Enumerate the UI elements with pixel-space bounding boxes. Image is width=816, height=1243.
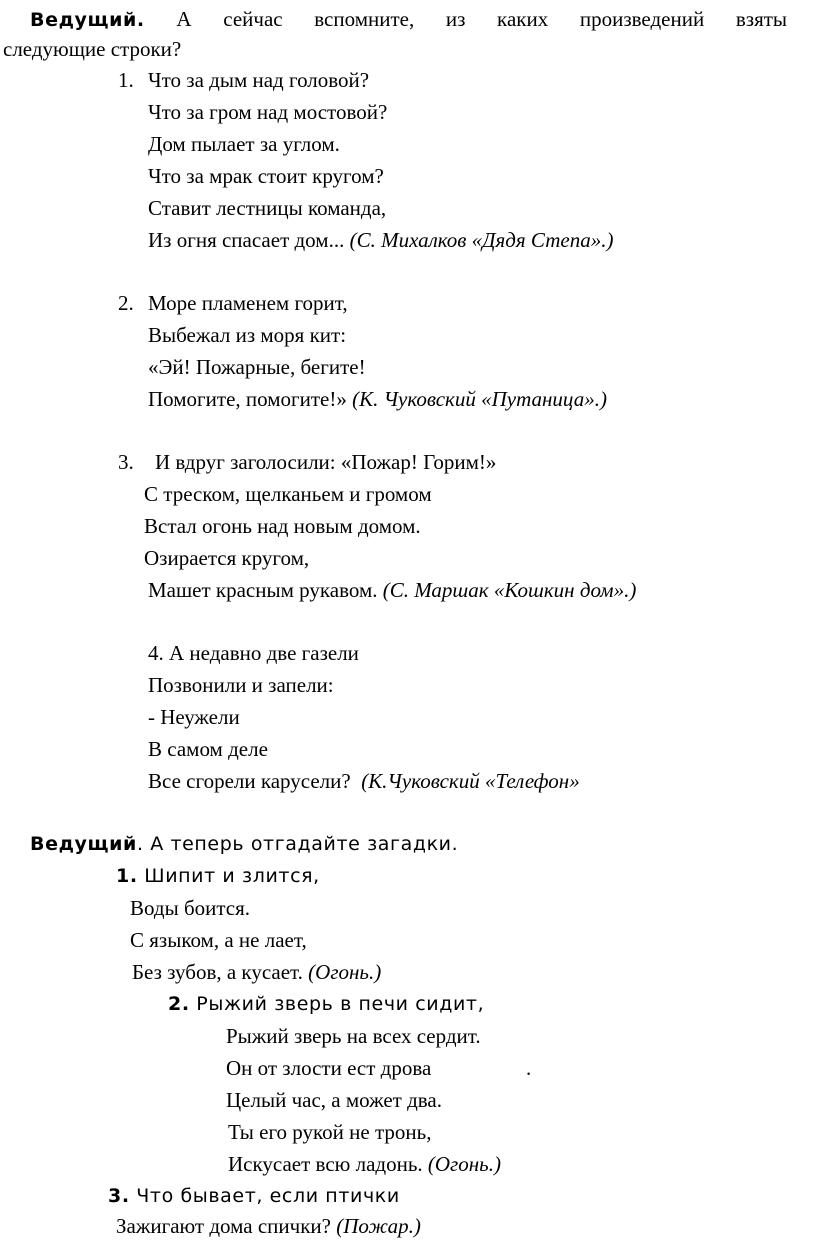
poem-line: Из огня спасает дом...: [148, 228, 345, 252]
poem-line: Что за мрак стоит кругом?: [148, 164, 384, 188]
riddles-intro-text: . А теперь отгадайте загадки.: [136, 833, 459, 855]
poem-source: (К.Чуковский «Телефон»: [361, 769, 580, 793]
riddle-line: Без зубов, а кусает.: [132, 960, 303, 984]
poem-number: 3.: [118, 450, 134, 474]
riddle-line: Что бывает, если птички: [136, 1185, 400, 1207]
poem-line: Озирается кругом,: [144, 546, 310, 570]
riddle-line: Зажигают дома спички?: [116, 1214, 331, 1238]
riddle-line-last: [116, 1213, 421, 1239]
intro-text: А сейчас вспомните, из каких произведений взяты: [176, 7, 788, 31]
riddle-line: Ты его рукой не тронь,: [228, 1120, 432, 1144]
trailing-dot: .: [526, 1056, 532, 1080]
poem-line: Позвонили и запели:: [148, 673, 334, 697]
poem-line: Все сгорели карусели?: [148, 769, 351, 793]
poem-line: А недавно две газели: [169, 641, 359, 665]
riddle-line-first: [116, 863, 320, 889]
poem-line: С треском, щелканьем и громом: [144, 482, 432, 506]
speaker-label: Ведущий: [30, 833, 137, 855]
poem-number: 4.: [148, 641, 164, 665]
poem-source: (К. Чуковский «Путаница».): [352, 387, 607, 411]
riddles-heading: [30, 831, 458, 857]
intro-line-1: [30, 6, 787, 33]
poem-line: - Неужели: [148, 705, 240, 729]
poem-source: (С. Михалков «Дядя Степа».): [349, 228, 614, 252]
riddle-line-first: [108, 1183, 400, 1209]
poem-line: И вдруг заголосили: «Пожар! Горим!»: [155, 450, 497, 474]
riddle-line: Искусает всю ладонь.: [228, 1152, 423, 1176]
riddle-line: С языком, а не лает,: [130, 928, 307, 952]
poem-line-last: [148, 577, 636, 603]
poem-line-last: [148, 386, 607, 412]
poem-line-last: [148, 768, 580, 794]
poem-line: Что за гром над мостовой?: [148, 100, 388, 124]
poem-line: Море пламенем горит,: [148, 291, 348, 315]
riddle-line-last: [132, 959, 381, 985]
riddle-number: 3.: [108, 1185, 130, 1207]
intro-line-2: следующие строки?: [3, 37, 182, 61]
riddle-line: Шипит и злится,: [144, 865, 320, 887]
riddle-line: Рыжий зверь на всех сердит.: [226, 1024, 481, 1048]
poem-number: 2.: [118, 291, 134, 315]
riddle-number: 1.: [116, 865, 138, 887]
riddle-line: Рыжий зверь в печи сидит,: [196, 993, 485, 1015]
riddle-line: Воды боится.: [130, 896, 251, 920]
poem-line: Помогите, помогите!»: [148, 387, 347, 411]
riddle-answer: (Огонь.): [427, 1152, 501, 1176]
poem-line-first: [148, 640, 359, 666]
poem-line: Дом пылает за углом.: [148, 132, 340, 156]
riddle-line: Целый час, а может два.: [226, 1088, 442, 1112]
speaker-label: Ведущий.: [30, 9, 145, 31]
poem-line: Что за дым над головой?: [148, 68, 370, 92]
poem-line: Машет красным рукавом.: [148, 578, 378, 602]
poem-line: «Эй! Пожарные, бегите!: [148, 355, 366, 379]
riddle-answer: (Пожар.): [336, 1214, 421, 1238]
riddle-number: 2.: [168, 993, 190, 1015]
poem-line: Ставит лестницы команда,: [148, 196, 387, 220]
riddle-answer: (Огонь.): [308, 960, 382, 984]
poem-source: (С. Маршак «Кошкин дом».): [382, 578, 637, 602]
riddle-line-first: [168, 991, 484, 1017]
poem-number: 1.: [118, 68, 134, 92]
poem-line: В самом деле: [148, 737, 268, 761]
poem-line: Встал огонь над новым домом.: [144, 514, 421, 538]
poem-line-last: [148, 227, 613, 253]
riddle-line: Он от злости ест дрова: [226, 1056, 432, 1080]
riddle-line-last: [228, 1151, 501, 1177]
poem-line: Выбежал из моря кит:: [148, 323, 347, 347]
